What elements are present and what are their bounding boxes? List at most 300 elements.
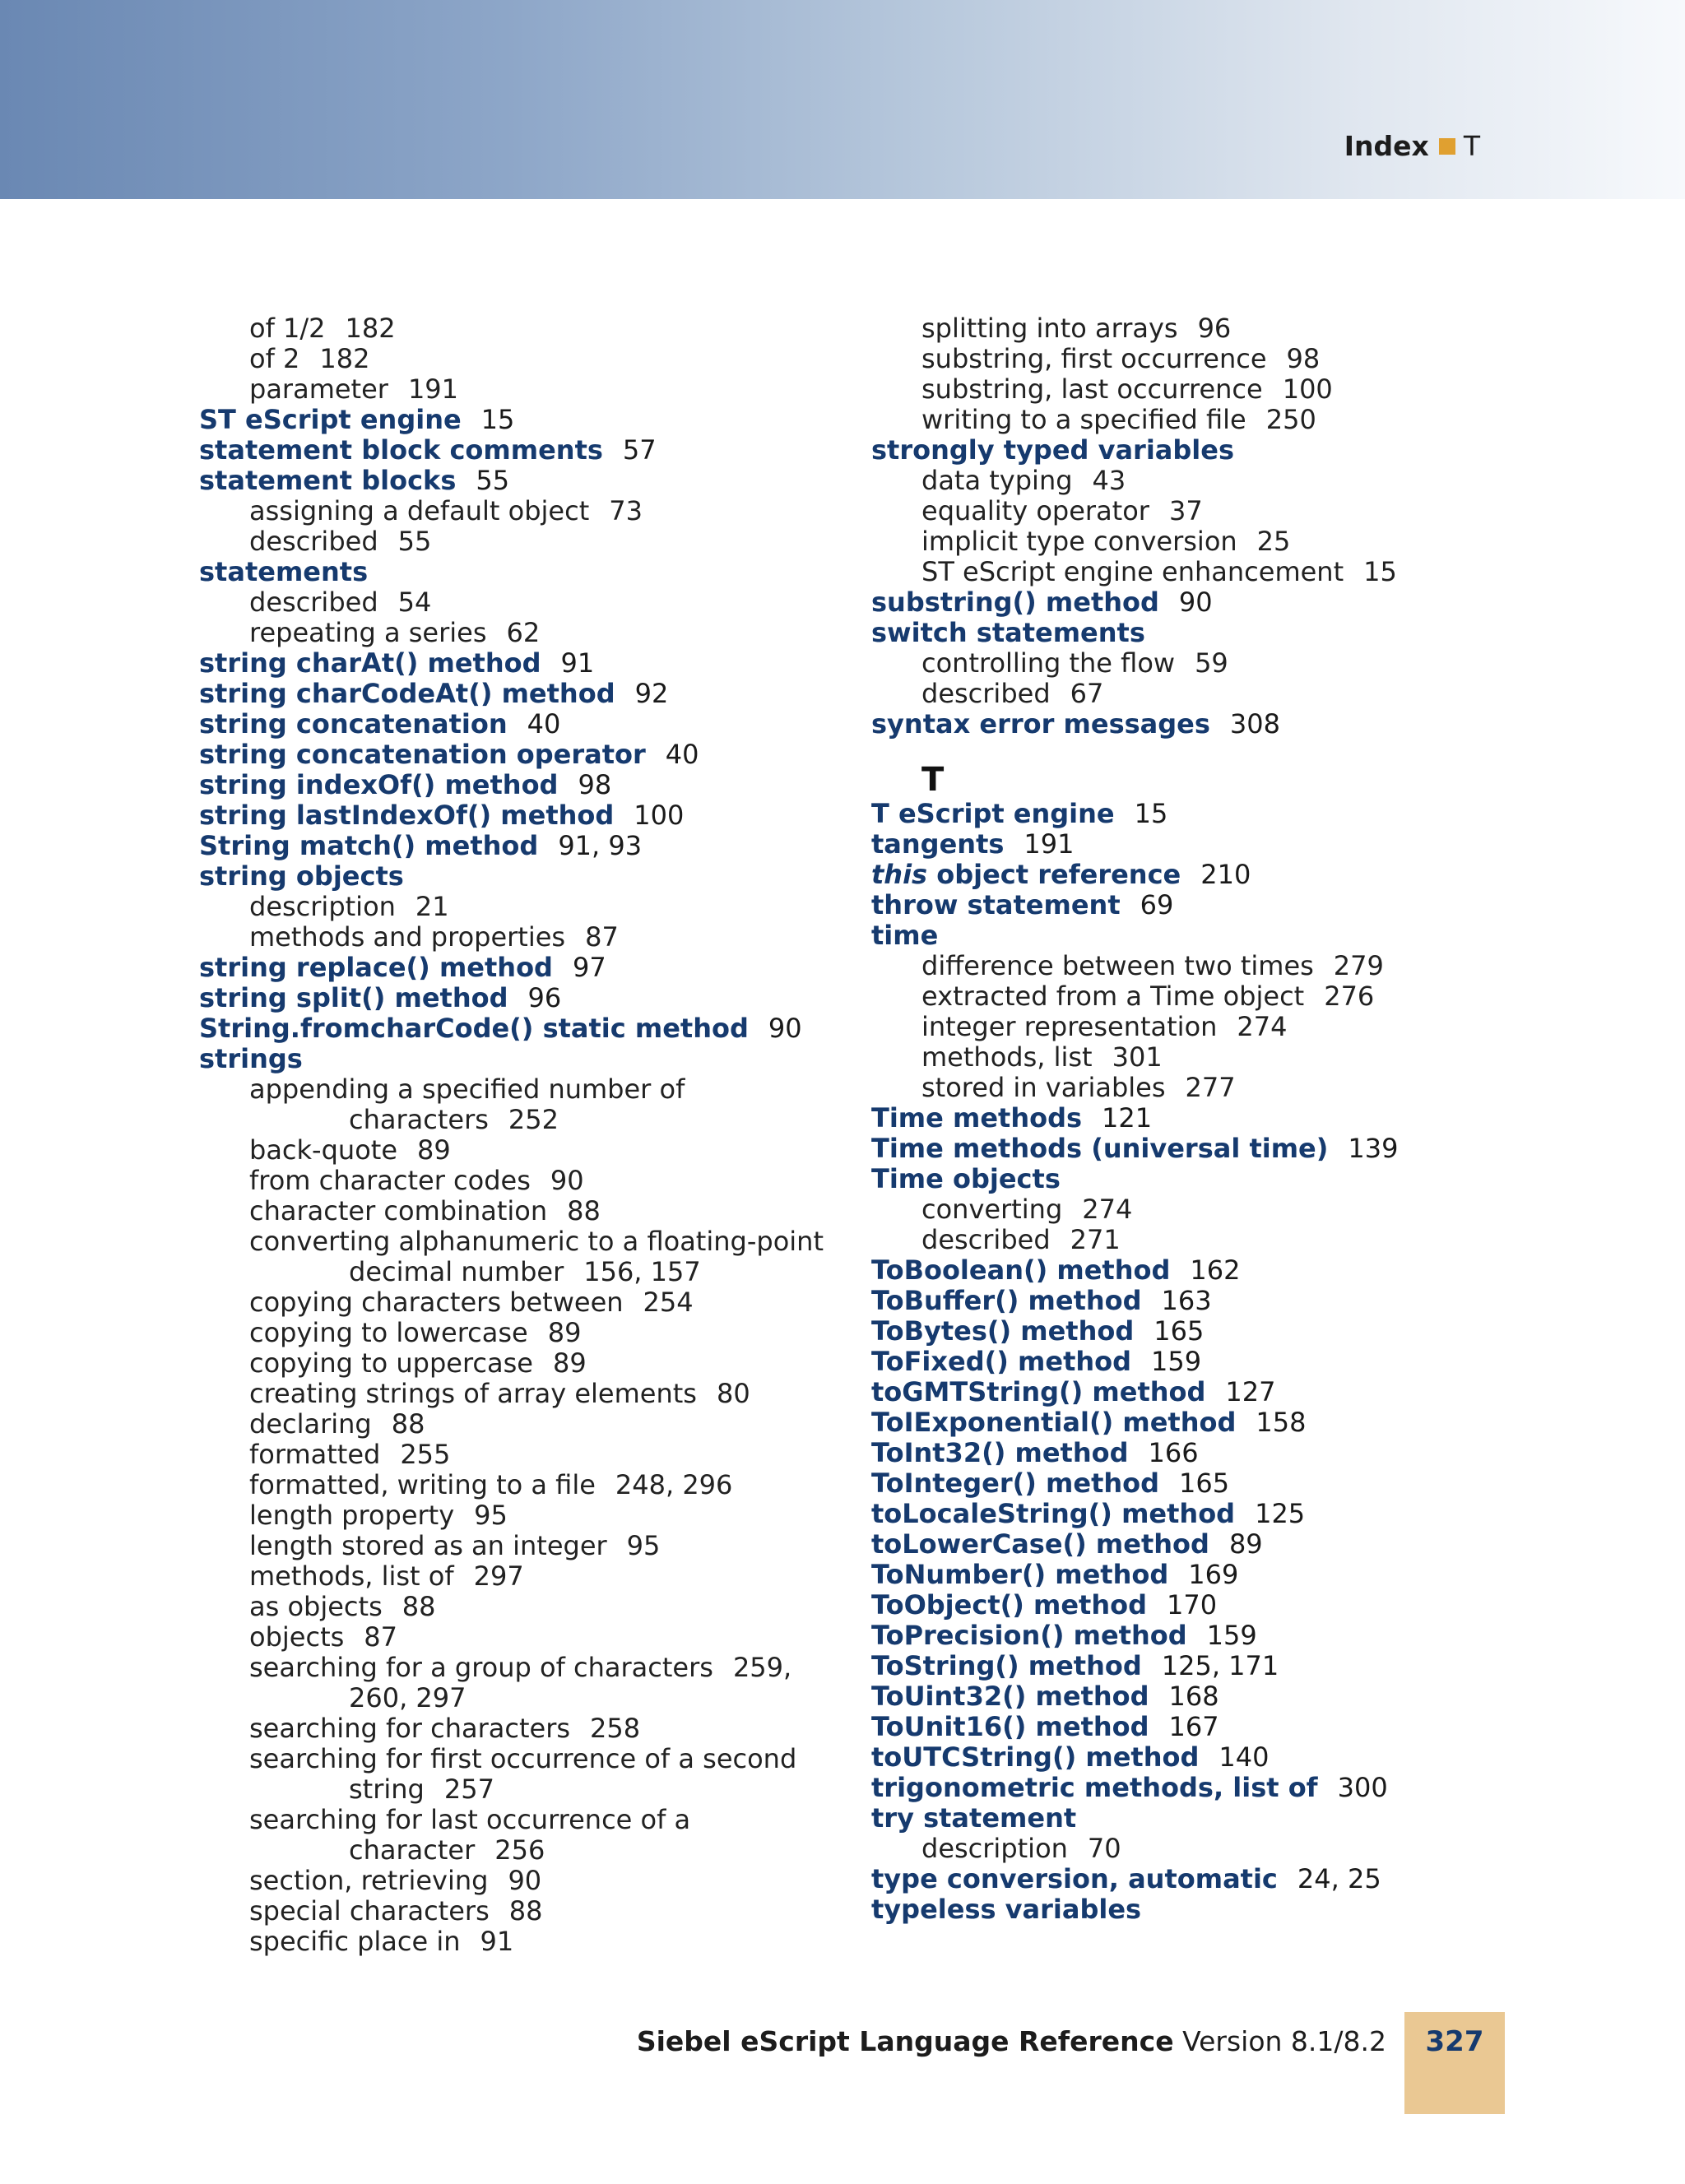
index-subterm: description — [921, 1833, 1068, 1864]
index-subentry — [199, 618, 857, 648]
index-pages: 67 — [1070, 678, 1104, 709]
index-term: Time methods (universal time) — [871, 1133, 1329, 1164]
index-term: trigonometric methods, list of — [871, 1772, 1318, 1803]
index-pages: 90 — [1178, 587, 1213, 618]
index-pages: 59 — [1195, 647, 1228, 679]
index-term: toUTCString() method — [871, 1741, 1200, 1773]
index-term: ToString() method — [871, 1650, 1142, 1681]
index-subterm: implicit type conversion — [921, 526, 1237, 557]
index-pages: 258 — [590, 1713, 641, 1744]
index-term: ToObject() method — [871, 1589, 1148, 1621]
index-subterm: copying characters between — [249, 1287, 624, 1318]
index-entry — [871, 1712, 1497, 1742]
index-subentry — [871, 344, 1497, 374]
index-term-italic: this — [871, 859, 928, 890]
index-subentry — [199, 922, 857, 953]
index-pages: 301 — [1112, 1041, 1163, 1073]
index-pages: 100 — [1282, 373, 1333, 405]
index-term: ToUnit16() method — [871, 1711, 1149, 1742]
index-entry — [199, 831, 857, 861]
index-subterm: special characters — [249, 1895, 490, 1927]
index-subterm: searching for first occurrence of a second — [249, 1743, 797, 1774]
index-pages: 95 — [626, 1530, 661, 1561]
index-entry — [871, 1377, 1497, 1407]
index-pages: 89 — [417, 1134, 451, 1166]
index-subterm: integer representation — [921, 1011, 1218, 1042]
index-pages: 80 — [716, 1378, 750, 1409]
index-pages: 21 — [415, 891, 449, 922]
index-term: Time methods — [871, 1102, 1083, 1134]
index-subterm: description — [249, 891, 396, 922]
index-entry — [871, 890, 1497, 920]
index-continuation-text: decimal number — [349, 1256, 564, 1287]
index-pages: 24, 25 — [1297, 1863, 1381, 1894]
index-subterm: back-quote — [249, 1134, 397, 1166]
index-term: string replace() method — [199, 952, 553, 983]
index-entry — [871, 1651, 1497, 1681]
index-subterm: searching for characters — [249, 1713, 571, 1744]
index-entry — [871, 860, 1497, 890]
index-subentry — [199, 374, 857, 405]
index-subentry — [871, 313, 1497, 344]
index-pages: 95 — [474, 1500, 508, 1531]
index-entry — [871, 1164, 1497, 1194]
index-term: type conversion, automatic — [871, 1863, 1278, 1894]
index-subentry — [199, 1896, 857, 1927]
index-pages: 96 — [527, 982, 562, 1013]
index-continuation — [249, 1257, 857, 1287]
index-term: string charAt() method — [199, 647, 541, 679]
index-entry — [871, 1499, 1497, 1529]
index-entry — [871, 1347, 1497, 1377]
index-pages: 57 — [622, 434, 657, 466]
index-entry — [871, 1468, 1497, 1499]
index-subterm: as objects — [249, 1591, 383, 1622]
index-pages: 127 — [1225, 1376, 1276, 1407]
index-entry — [871, 920, 1497, 951]
index-pages: 40 — [527, 708, 561, 740]
index-term: ToInt32() method — [871, 1437, 1129, 1468]
index-pages: 182 — [345, 313, 396, 344]
index-term: T eScript engine — [871, 798, 1115, 829]
index-subentry — [199, 1531, 857, 1561]
index-subentry — [199, 496, 857, 526]
index-subentry — [199, 587, 857, 618]
footer-version: Version 8.1/8.2 — [1182, 2025, 1386, 2057]
index-term: Time objects — [871, 1163, 1061, 1194]
index-term: ToInteger() method — [871, 1468, 1160, 1499]
index-column-left — [199, 313, 857, 1957]
index-pages: 15 — [1134, 798, 1168, 829]
index-pages: 90 — [768, 1013, 802, 1044]
index-pages: 191 — [407, 373, 459, 405]
index-subentry — [199, 1318, 857, 1348]
index-entry — [871, 1316, 1497, 1347]
index-subterm: copying to uppercase — [249, 1347, 533, 1379]
index-pages: 15 — [480, 404, 515, 435]
index-entry — [871, 1438, 1497, 1468]
index-subterm: objects — [249, 1621, 345, 1653]
index-pages: 248, 296 — [615, 1469, 733, 1500]
index-pages: 96 — [1197, 313, 1232, 344]
index-subterm: length property — [249, 1500, 455, 1531]
index-entry — [871, 1681, 1497, 1712]
index-pages: 254 — [643, 1287, 694, 1318]
index-pages: 89 — [1228, 1528, 1263, 1560]
index-subentry — [871, 1073, 1497, 1103]
index-term: statements — [199, 556, 369, 587]
index-term: string objects — [199, 860, 404, 892]
page-number-box — [1404, 2012, 1505, 2114]
index-entry — [871, 1407, 1497, 1438]
index-term: string indexOf() method — [199, 769, 559, 800]
index-subentry — [199, 1074, 857, 1135]
page-number: 327 — [1425, 2025, 1484, 2058]
index-subentry — [199, 1805, 857, 1866]
index-pages: 73 — [609, 495, 643, 526]
index-pages: 89 — [547, 1317, 582, 1348]
index-subentry — [199, 1166, 857, 1196]
index-pages: 90 — [508, 1865, 542, 1896]
index-subterm: equality operator — [921, 495, 1149, 526]
index-pages: 62 — [506, 617, 541, 648]
index-pages: 191 — [1024, 828, 1075, 860]
index-pages: 100 — [634, 800, 685, 831]
index-term: ST eScript engine — [199, 404, 462, 435]
index-pages: 158 — [1256, 1407, 1307, 1438]
index-subterm: substring, first occurrence — [921, 343, 1267, 374]
index-subentry — [871, 1225, 1497, 1255]
index-entry — [199, 435, 857, 466]
index-pages: 125 — [1255, 1498, 1306, 1529]
index-subterm: stored in variables — [921, 1072, 1166, 1103]
index-subentry — [199, 1470, 857, 1500]
index-entry — [871, 1134, 1497, 1164]
index-subentry — [199, 1409, 857, 1440]
index-pages: 43 — [1092, 465, 1126, 496]
index-entry — [199, 466, 857, 496]
header-banner — [0, 0, 1685, 199]
index-pages: 252 — [508, 1104, 559, 1135]
index-subentry — [871, 951, 1497, 981]
index-pages: 163 — [1161, 1285, 1212, 1316]
index-pages: 125, 171 — [1161, 1650, 1279, 1681]
index-subentry — [199, 313, 857, 344]
index-subentry — [871, 679, 1497, 709]
index-entry — [871, 1560, 1497, 1590]
index-entry — [199, 1013, 857, 1044]
index-subentry — [871, 1834, 1497, 1864]
index-pages: 170 — [1167, 1589, 1218, 1621]
index-subterm: searching for last occurrence of a — [249, 1804, 691, 1835]
index-pages: 88 — [391, 1408, 425, 1440]
index-subterm: section, retrieving — [249, 1865, 489, 1896]
index-entry — [199, 800, 857, 831]
index-continuation — [249, 1774, 857, 1805]
index-entry — [871, 1529, 1497, 1560]
index-pages: 98 — [578, 769, 612, 800]
index-subentry — [199, 1592, 857, 1622]
index-column-right — [871, 313, 1497, 1925]
index-subentry — [199, 1440, 857, 1470]
index-pages: 87 — [364, 1621, 397, 1653]
index-term: try statement — [871, 1802, 1077, 1834]
index-entry — [871, 1864, 1497, 1894]
index-subterm: methods, list of — [249, 1560, 454, 1592]
index-pages: 159 — [1206, 1620, 1257, 1651]
index-subterm: declaring — [249, 1408, 372, 1440]
index-pages: 70 — [1087, 1833, 1121, 1864]
index-pages: 55 — [397, 526, 432, 557]
index-entry — [871, 1621, 1497, 1651]
index-pages: 274 — [1082, 1194, 1133, 1225]
index-pages: 297 — [473, 1560, 524, 1592]
index-entry — [871, 1103, 1497, 1134]
index-term: tangents — [871, 828, 1005, 860]
index-subterm: splitting into arrays — [921, 313, 1178, 344]
index-term: ToIExponential() method — [871, 1407, 1237, 1438]
index-entry — [871, 829, 1497, 860]
running-header-section: Index — [1344, 130, 1429, 162]
index-subterm: assigning a default object — [249, 495, 590, 526]
index-subterm: described — [921, 1224, 1051, 1255]
index-continuation — [249, 1105, 857, 1135]
index-pages: 91 — [480, 1926, 514, 1957]
index-term: statement blocks — [199, 465, 457, 496]
index-subterm: appending a specified number of — [249, 1073, 685, 1105]
index-term: ToNumber() method — [871, 1559, 1169, 1590]
index-pages: 88 — [402, 1591, 436, 1622]
index-subterm: data typing — [921, 465, 1073, 496]
index-pages: 308 — [1229, 708, 1280, 740]
index-subterm: specific place in — [249, 1926, 461, 1957]
index-subterm: methods, list — [921, 1041, 1093, 1073]
index-term: string split() method — [199, 982, 508, 1013]
index-entry — [871, 1286, 1497, 1316]
index-subentry — [871, 466, 1497, 496]
index-term: toLocaleString() method — [871, 1498, 1236, 1529]
index-term-rest: object reference — [927, 859, 1181, 890]
index-term: string concatenation operator — [199, 739, 646, 770]
index-term: ToPrecision() method — [871, 1620, 1187, 1651]
index-pages: 182 — [319, 343, 370, 374]
index-continuation-text: character — [349, 1834, 476, 1866]
section-letter-heading: T — [921, 761, 945, 799]
index-subterm: repeating a series — [249, 617, 487, 648]
index-pages: 271 — [1070, 1224, 1121, 1255]
index-subterm: described — [921, 678, 1051, 709]
index-subentry — [871, 526, 1497, 557]
index-subentry — [199, 1226, 857, 1287]
index-term: strongly typed variables — [871, 434, 1234, 466]
index-term: typeless variables — [871, 1894, 1142, 1925]
index-continuation — [249, 1835, 857, 1866]
index-pages: 87 — [585, 921, 619, 953]
index-subentry — [199, 344, 857, 374]
index-term: throw statement — [871, 889, 1121, 920]
index-term: ToBoolean() method — [871, 1254, 1171, 1286]
index-pages: 167 — [1168, 1711, 1219, 1742]
index-entry — [871, 1742, 1497, 1773]
index-pages: 37 — [1168, 495, 1203, 526]
index-subentry — [199, 1622, 857, 1653]
index-subterm: controlling the flow — [921, 647, 1176, 679]
index-subterm: methods and properties — [249, 921, 566, 953]
index-subterm: searching for a group of characters — [249, 1652, 713, 1683]
index-subentry — [871, 1042, 1497, 1073]
index-pages: 256 — [494, 1834, 545, 1866]
index-subentry — [199, 1561, 857, 1592]
index-entry — [199, 709, 857, 740]
index-entry — [199, 1044, 857, 1074]
index-pages: 25 — [1256, 526, 1291, 557]
index-term: string lastIndexOf() method — [199, 800, 615, 831]
index-subentry — [871, 557, 1497, 587]
index-term: statement block comments — [199, 434, 603, 466]
index-term: ToBuffer() method — [871, 1285, 1142, 1316]
index-subentry — [199, 1500, 857, 1531]
index-pages: 255 — [400, 1439, 451, 1470]
index-pages: 88 — [508, 1895, 543, 1927]
index-term: toGMTString() method — [871, 1376, 1206, 1407]
index-pages: 140 — [1218, 1741, 1270, 1773]
index-subterm: converting alphanumeric to a floating-point — [249, 1226, 824, 1257]
index-subentry — [871, 1012, 1497, 1042]
index-subentry — [199, 1196, 857, 1226]
index-term: ToBytes() method — [871, 1315, 1135, 1347]
index-pages: 97 — [572, 952, 606, 983]
index-pages: 259, — [732, 1652, 792, 1683]
index-term: ToUint32() method — [871, 1681, 1149, 1712]
index-subterm: difference between two times — [921, 950, 1314, 981]
index-subterm: described — [249, 526, 378, 557]
index-entry — [199, 679, 857, 709]
index-pages: 159 — [1151, 1346, 1202, 1377]
index-term: strings — [199, 1043, 303, 1074]
index-term — [871, 859, 1181, 890]
index-subentry — [199, 1348, 857, 1379]
index-subterm: length stored as an integer — [249, 1530, 607, 1561]
index-entry — [199, 740, 857, 770]
index-pages: 300 — [1337, 1772, 1388, 1803]
index-entry — [199, 861, 857, 892]
index-subentry — [871, 1194, 1497, 1225]
index-subentry — [199, 1287, 857, 1318]
index-pages: 139 — [1348, 1133, 1399, 1164]
index-entry — [199, 405, 857, 435]
index-subentry — [199, 1379, 857, 1409]
running-header-letter: T — [1463, 130, 1480, 162]
index-entry — [871, 1773, 1497, 1803]
index-subentry — [199, 526, 857, 557]
index-pages: 69 — [1140, 889, 1174, 920]
index-pages: 90 — [550, 1165, 584, 1196]
index-pages: 89 — [552, 1347, 587, 1379]
index-subentry — [871, 374, 1497, 405]
index-pages: 166 — [1148, 1437, 1199, 1468]
index-subterm: ST eScript engine enhancement — [921, 556, 1344, 587]
index-term: time — [871, 920, 939, 951]
index-entry — [199, 953, 857, 983]
index-term: String.fromcharCode() static method — [199, 1013, 749, 1044]
index-pages: 257 — [443, 1774, 494, 1805]
index-term: substring() method — [871, 587, 1159, 618]
index-term: switch statements — [871, 617, 1145, 648]
index-pages: 92 — [634, 678, 669, 709]
index-pages: 169 — [1188, 1559, 1239, 1590]
running-header — [1344, 130, 1480, 162]
index-term: String match() method — [199, 830, 539, 861]
index-pages: 276 — [1324, 981, 1375, 1012]
index-pages: 91 — [560, 647, 595, 679]
index-pages: 165 — [1154, 1315, 1205, 1347]
index-pages: 91, 93 — [558, 830, 643, 861]
index-term: toLowerCase() method — [871, 1528, 1209, 1560]
index-pages: 162 — [1190, 1254, 1241, 1286]
index-pages: 40 — [665, 739, 699, 770]
index-term: string charCodeAt() method — [199, 678, 615, 709]
index-pages: 165 — [1179, 1468, 1230, 1499]
header-square-icon — [1439, 138, 1455, 155]
index-entry — [871, 435, 1497, 466]
index-continuation: 260, 297 — [349, 1682, 467, 1713]
index-pages: 121 — [1102, 1102, 1153, 1134]
index-entry — [199, 770, 857, 800]
index-pages: 15 — [1363, 556, 1397, 587]
index-pages: 274 — [1237, 1011, 1288, 1042]
index-pages: 210 — [1200, 859, 1251, 890]
index-subentry — [199, 1866, 857, 1896]
footer-book-title: Siebel eScript Language Reference — [636, 2025, 1174, 2057]
index-entry — [199, 983, 857, 1013]
index-subentry — [199, 1653, 857, 1713]
index-entry — [871, 587, 1497, 618]
index-entry — [871, 1590, 1497, 1621]
index-continuation-text: characters — [349, 1104, 489, 1135]
index-subterm: writing to a specified file — [921, 404, 1246, 435]
index-entry — [871, 709, 1497, 740]
index-subterm: formatted — [249, 1439, 381, 1470]
index-term: string concatenation — [199, 708, 508, 740]
index-pages: 279 — [1333, 950, 1384, 981]
index-entry — [871, 1894, 1497, 1925]
index-entry — [871, 1803, 1497, 1834]
index-pages: 168 — [1168, 1681, 1219, 1712]
index-subterm: described — [249, 587, 378, 618]
index-subentry — [871, 496, 1497, 526]
index-subterm: converting — [921, 1194, 1063, 1225]
index-entry — [871, 799, 1497, 829]
index-subentry — [199, 1927, 857, 1957]
index-continuation-text: string — [349, 1774, 425, 1805]
index-pages: 54 — [397, 587, 432, 618]
index-subterm: extracted from a Time object — [921, 981, 1305, 1012]
index-subterm: substring, last occurrence — [921, 373, 1263, 405]
index-subterm: character combination — [249, 1195, 548, 1226]
index-pages: 55 — [476, 465, 510, 496]
index-pages: 88 — [567, 1195, 601, 1226]
index-subterm: from character codes — [249, 1165, 531, 1196]
index-subterm: copying to lowercase — [249, 1317, 528, 1348]
index-entry — [199, 648, 857, 679]
index-subentry — [199, 1713, 857, 1744]
index-subentry — [871, 405, 1497, 435]
index-entry — [871, 618, 1497, 648]
index-subentry — [199, 1744, 857, 1805]
index-term: syntax error messages — [871, 708, 1210, 740]
index-subterm: creating strings of array elements — [249, 1378, 697, 1409]
index-term: ToFixed() method — [871, 1346, 1132, 1377]
